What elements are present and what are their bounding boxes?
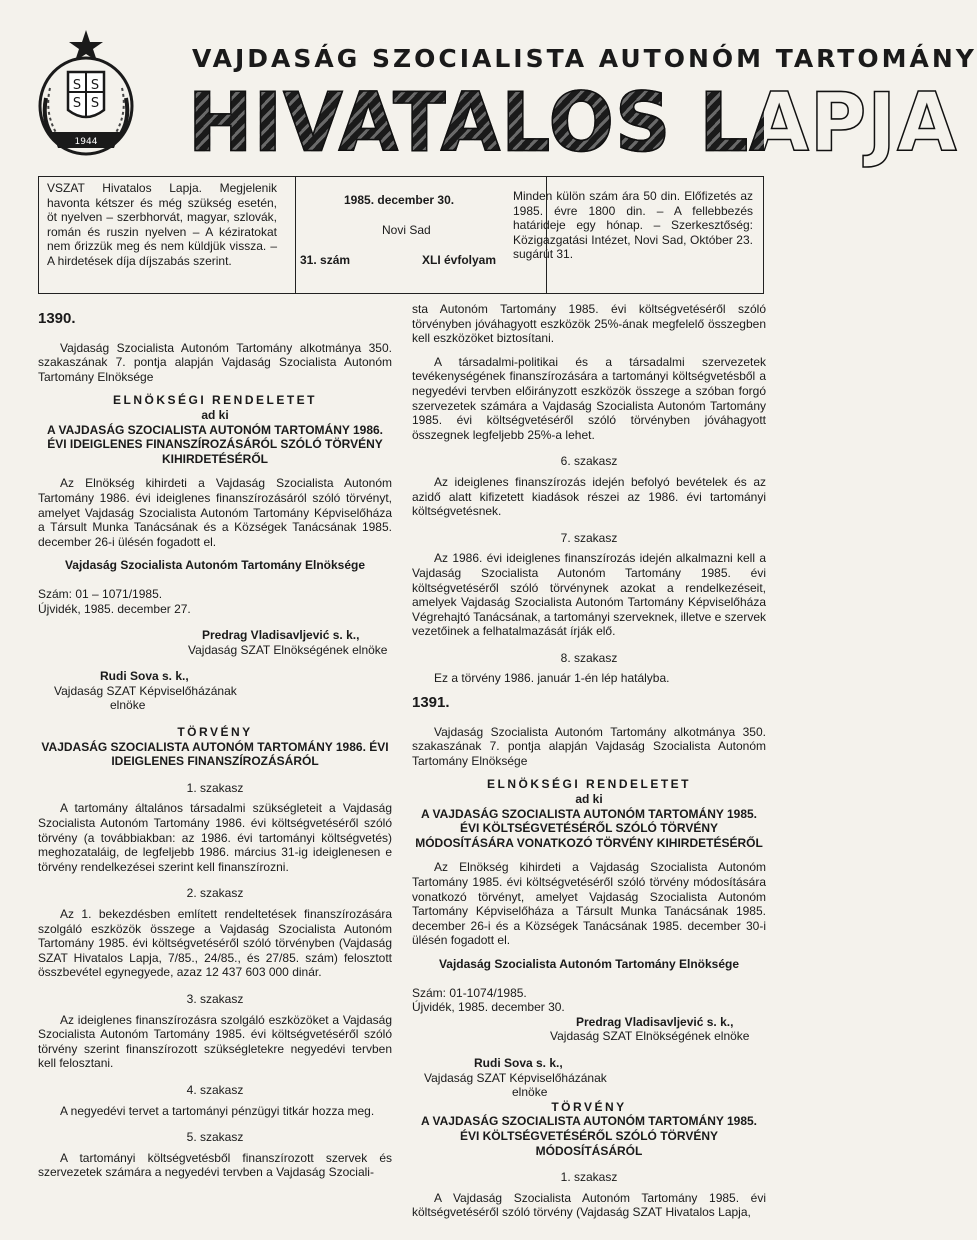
section-text: Az 1986. évi ideiglenes finanszírozás idején alkalmazni kell a Vajdaság Szocialista Autonóm Tartomány 1985. évi költségvetéséről szóló törvénynek azokat a rendelkezéseit, amelyek Vajdaság Szocialista Autonóm Tartomány Képviselőháza Végrehajtó Tanácsának, a tartományi szerveknek, illetve e szervek vezetőinek a felhatalmazását írják elő.: [412, 551, 766, 639]
presidency-label: Vajdaság Szocialista Autonóm Tartomány Elnöksége: [64, 558, 366, 573]
left-column: [38, 302, 392, 1189]
signer-role: elnöke: [110, 698, 146, 713]
svg-text:S: S: [72, 96, 82, 111]
signer-name: Predrag Vladisavljević s. k.,: [202, 628, 360, 643]
section-heading: 2. szakasz: [186, 886, 244, 901]
presidency-label: Vajdaság Szocialista Autonóm Tartomány Elnöksége: [438, 956, 740, 971]
city-date: Újvidék, 1985. december 30.: [412, 1000, 565, 1015]
masthead-title: HIVATALOS LAPJA: [188, 76, 958, 171]
signer-role: Vajdaság SZAT Képviselőházának: [424, 1070, 607, 1085]
law-title: VAJDASÁG SZOCIALISTA AUTONÓM TARTOMÁNY 1986. ÉVI IDEIGLENES FINANSZÍROZÁSÁRÓL: [41, 739, 389, 769]
issue-volume: XLI évfolyam: [422, 253, 497, 267]
info-box: [38, 176, 764, 294]
section-text: A tartományi költségvetésből finanszírozott szervek és szervezetek számára a negyedévi tervben a Vajdaság Szociali-: [38, 1150, 392, 1180]
law-heading: TÖRVÉNY: [177, 725, 253, 740]
signer-role: elnöke: [512, 1085, 548, 1100]
signer-role: Vajdaság SZAT Elnökségének elnöke: [188, 642, 388, 657]
law-title: A VAJDASÁG SZOCIALISTA AUTONÓM TARTOMÁNY 1985. ÉVI KÖLTSÉGVETÉSÉRŐL SZÓLÓ TÖRVÉNY MÓDOSÍTÁSÁRÓL: [420, 1114, 758, 1158]
emblem-year: 1944: [74, 137, 98, 147]
section-heading: 6. szakasz: [560, 454, 618, 469]
section-text: A tartomány általános társadalmi szükségleteit a Vajdaság Szocialista Autonóm Tartomány 1986. évi költségvetéséről szóló törvény (a továbbiakban: az 1986. évi tartományi költségvetés) meghozataláig, de legfeljebb 1986. március 31-ig ideiglenesen e törvény rendelkezései szerint kell finanszírozni.: [38, 801, 392, 874]
section-text: A társadalmi-politikai és a társadalmi szervezetek tevékenységének finanszírozására a tartományi költségvetésből a negyedévi tervben előirányzott eszközök összege a szóban forgó szervezetek számára a Vajdaság Szocialista Autonóm Tartomány 1985. évi költségvetéséről szóló törvényben jóváhagyott összegnek legfeljebb 25%-a lehet.: [412, 354, 766, 442]
decree-sub: ad ki: [201, 407, 229, 422]
signer-role: Vajdaság SZAT Képviselőházának: [54, 683, 237, 698]
issue-info: [295, 177, 547, 293]
right-column: [412, 302, 766, 1229]
section-heading: 3. szakasz: [186, 991, 244, 1006]
section-text: A negyedévi tervet a tartományi pénzügyi titkár hozza meg.: [60, 1103, 375, 1118]
act-number: 1391.: [412, 694, 450, 712]
svg-text:S: S: [90, 96, 100, 111]
section-text: A Vajdaság Szocialista Autonóm Tartomány 1985. évi költségvetéséről szóló törvény (Vajdaság SZAT Hivatalos Lapja,: [412, 1190, 766, 1220]
section-text: Az 1. bekezdésben említett rendeltetések finanszírozására szolgáló eszközök összege a Vajdaság Szocialista Autonóm Tartomány 1985. évi költségvetéséről szóló törvényben (Vajdaság SZAT Hivatalos Lapja, 7/85., 24/85., és 27/85. szám) felosztott összbevétel egynegyede, azaz 12 437 603 000 dinár.: [38, 907, 392, 980]
section-heading: 1. szakasz: [560, 1170, 618, 1185]
act-number: 1390.: [38, 310, 76, 327]
issue-date: 1985. december 30.: [344, 193, 455, 207]
issue-number: 31. szám: [300, 253, 351, 267]
signer-name: Predrag Vladisavljević s. k.,: [576, 1014, 734, 1029]
section-heading: 8. szakasz: [560, 650, 618, 665]
signer-name: Rudi Sova s. k.,: [474, 1055, 563, 1070]
section-heading: 4. szakasz: [186, 1082, 244, 1097]
decree-text: Az Elnökség kihirdeti a Vajdaság Szocialista Autonóm Tartomány 1986. évi ideiglenes finanszírozásáról szóló törvényt, amelyet Vajdaság Szocialista Autonóm Tartomány Képviselőháza a Társult Munka Tanácsának és a Községek Tanácsának 1985. december 26-i ülésén fogadott el.: [38, 476, 392, 549]
decree-sub: ad ki: [575, 792, 603, 807]
emblem-letter: S: [72, 78, 82, 93]
section-heading: 1. szakasz: [186, 780, 244, 795]
section-heading: 5. szakasz: [186, 1130, 244, 1145]
issue-place: Novi Sad: [382, 223, 431, 237]
coat-of-arms-icon: [32, 28, 140, 160]
section-text: Az ideiglenes finanszírozásra szolgáló eszközöket a Vajdaság Szocialista Autonóm Tartomány 1985. évi költségvetéséről szóló törvény szerint finanszírozott szükségletekre negyedévi tervben kell felosztani.: [38, 1012, 392, 1071]
intro-text: Vajdaság Szocialista Autonóm Tartomány alkotmánya 350. szakaszának 7. pontja alapján Vajdaság Szocialista Autonóm Tartomány Elnöksége: [38, 340, 392, 384]
signer-role: Vajdaság SZAT Elnökségének elnöke: [550, 1029, 750, 1044]
decree-heading: ELNÖKSÉGI RENDELETET: [486, 777, 691, 792]
section-text: Az ideiglenes finanszírozás idején befolyó bevételek és az azidő alatt kifizetett kiadások részei az 1986. évi tartományi költségvetésnek.: [412, 474, 766, 519]
intro-text: Vajdaság Szocialista Autonóm Tartomány alkotmánya 350. szakaszának 7. pontja alapján Vajdaság Szocialista Autonóm Tartomány Elnöksége: [412, 724, 766, 768]
city-date: Újvidék, 1985. december 27.: [38, 601, 191, 616]
section-text: Ez a törvény 1986. január 1-én lép hatályba.: [434, 671, 670, 686]
decree-title: A VAJDASÁG SZOCIALISTA AUTONÓM TARTOMÁNY 1986. ÉVI IDEIGLENES FINANSZÍROZÁSÁRÓL SZÓLÓ TÖRVÉNY KIHIRDETÉSÉRŐL: [46, 422, 384, 466]
svg-text:S: S: [90, 78, 100, 93]
law-heading: TÖRVÉNY: [551, 1099, 627, 1114]
reference-number: Szám: 01-1074/1985.: [412, 985, 527, 1000]
masthead-region: VAJDASÁG SZOCIALISTA AUTONÓM TARTOMÁNY: [192, 44, 977, 73]
signer-name: Rudi Sova s. k.,: [100, 669, 189, 684]
subscription-info: Minden külön szám ára 50 din. Előfizetés az 1985. évre 1800 din. – A fellebbezés határideje egy hónap. – Szerkesztőség: Közigazgatási Intézet, Novi Sad, Október 23. sugárút 31.: [513, 189, 753, 261]
section-text: sta Autonóm Tartomány 1985. évi költségvetéséről szóló törvényben jóváhagyott eszközök 25%-ának megfelelő összegben kell eszközöket biztosítani.: [412, 302, 766, 346]
decree-text: Az Elnökség kihirdeti a Vajdaság Szocialista Autonóm Tartomány 1985. évi költségvetéséről szóló törvény módosítására vonatkozó törvényt, amelyet Vajdaság Szocialista Autonóm Tartomány Képviselőháza a Társult Munka Tanácsának 1985. december 26-i és a Községek Tanácsának 1985. december 30-i ülésén fogadott el.: [412, 860, 766, 948]
section-heading: 7. szakasz: [560, 530, 618, 545]
reference-number: Szám: 01 – 1071/1985.: [38, 586, 163, 601]
decree-heading: ELNÖKSÉGI RENDELETET: [112, 393, 317, 408]
decree-title: A VAJDASÁG SZOCIALISTA AUTONÓM TARTOMÁNY 1985. ÉVI KÖLTSÉGVETÉSÉRŐL SZÓLÓ TÖRVÉNY MÓDOSÍTÁSÁRA VONATKOZÓ TÖRVÉNY KIHIRDETÉSÉRŐL: [415, 806, 763, 850]
publication-info: VSZAT Hivatalos Lapja. Megjelenik havonta kétszer és még szükség esetén, öt nyelven – szerbhorvát, magyar, szlovák, román és ruszin nyelven – A kéziratokat nem őrizzük meg és nem küldjük vissza. – A hirdetések díja díjszabás szerint.: [47, 181, 277, 268]
